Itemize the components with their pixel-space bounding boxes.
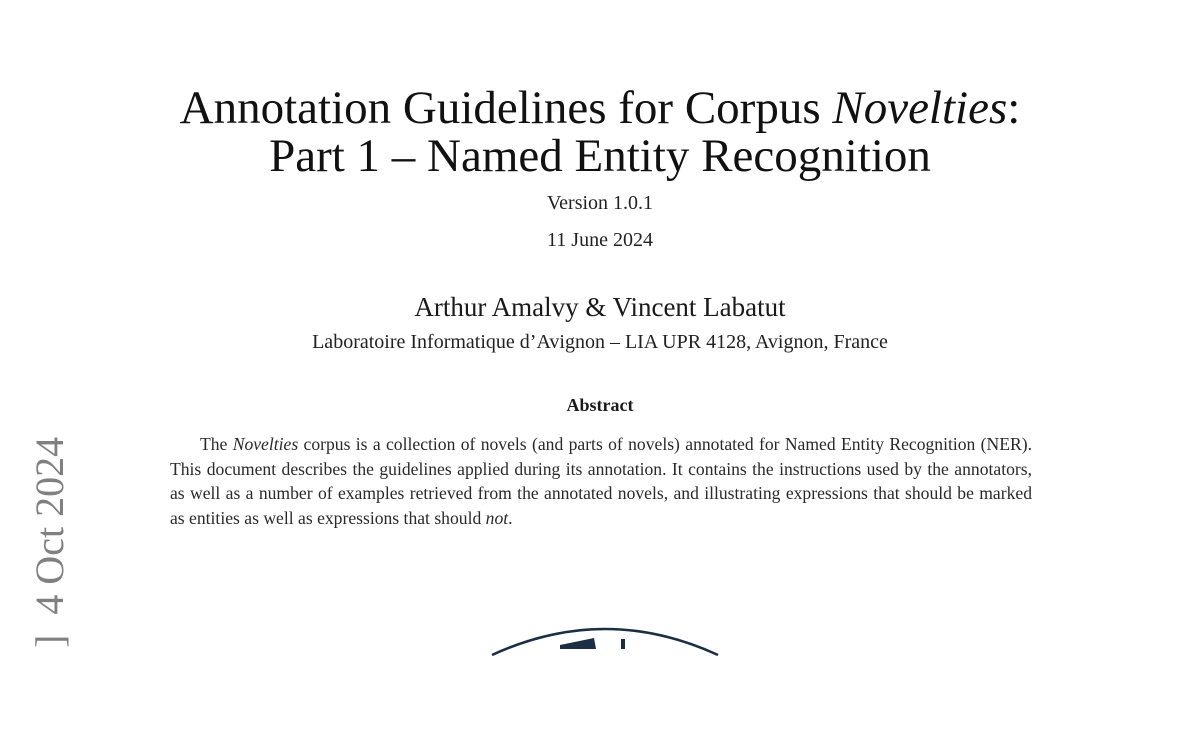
title-line-1 — [0, 84, 1200, 132]
abstract-corpus-name: Novelties — [232, 434, 299, 454]
institution-logo-icon — [480, 615, 730, 735]
logo-outer-arc — [492, 629, 718, 655]
abstract-body — [170, 432, 1032, 530]
document-date: 11 June 2024 — [547, 229, 653, 251]
abstract-heading: Abstract — [566, 395, 634, 415]
author-affiliation: Laboratoire Informatique d’Avignon – LIA UPR 4128, Avignon, France — [312, 331, 888, 353]
abstract-text: corpus is a collection of novels (and parts of novels) annotated for Named Entity Recognition (NER). This document describes the guidelines applied during its annotation. It contains the instructions used by the annotators, as well as a number of examples retrieved from the annotated novels, and illustrating expressions that should be marked as entities as well as expressions that should — [170, 434, 1032, 528]
abstract-text: . — [508, 507, 513, 528]
title-line-2: Part 1 – Named Entity Recognition — [269, 130, 931, 182]
title-italic-corpus-name: Novelties — [832, 82, 1008, 134]
abstract-text: The — [200, 434, 233, 454]
title-text: Annotation Guidelines for Corpus — [179, 82, 833, 134]
document-title — [0, 84, 1200, 180]
title-colon: : — [1007, 82, 1021, 134]
logo-swoosh — [560, 638, 596, 649]
document-authors: Arthur Amalvy & Vincent Labatut — [414, 292, 786, 322]
arxiv-sidebar-stamp: ] 4 Oct 2024 — [27, 436, 72, 648]
abstract-emphasis: not — [485, 507, 509, 528]
document-version: Version 1.0.1 — [546, 192, 654, 214]
